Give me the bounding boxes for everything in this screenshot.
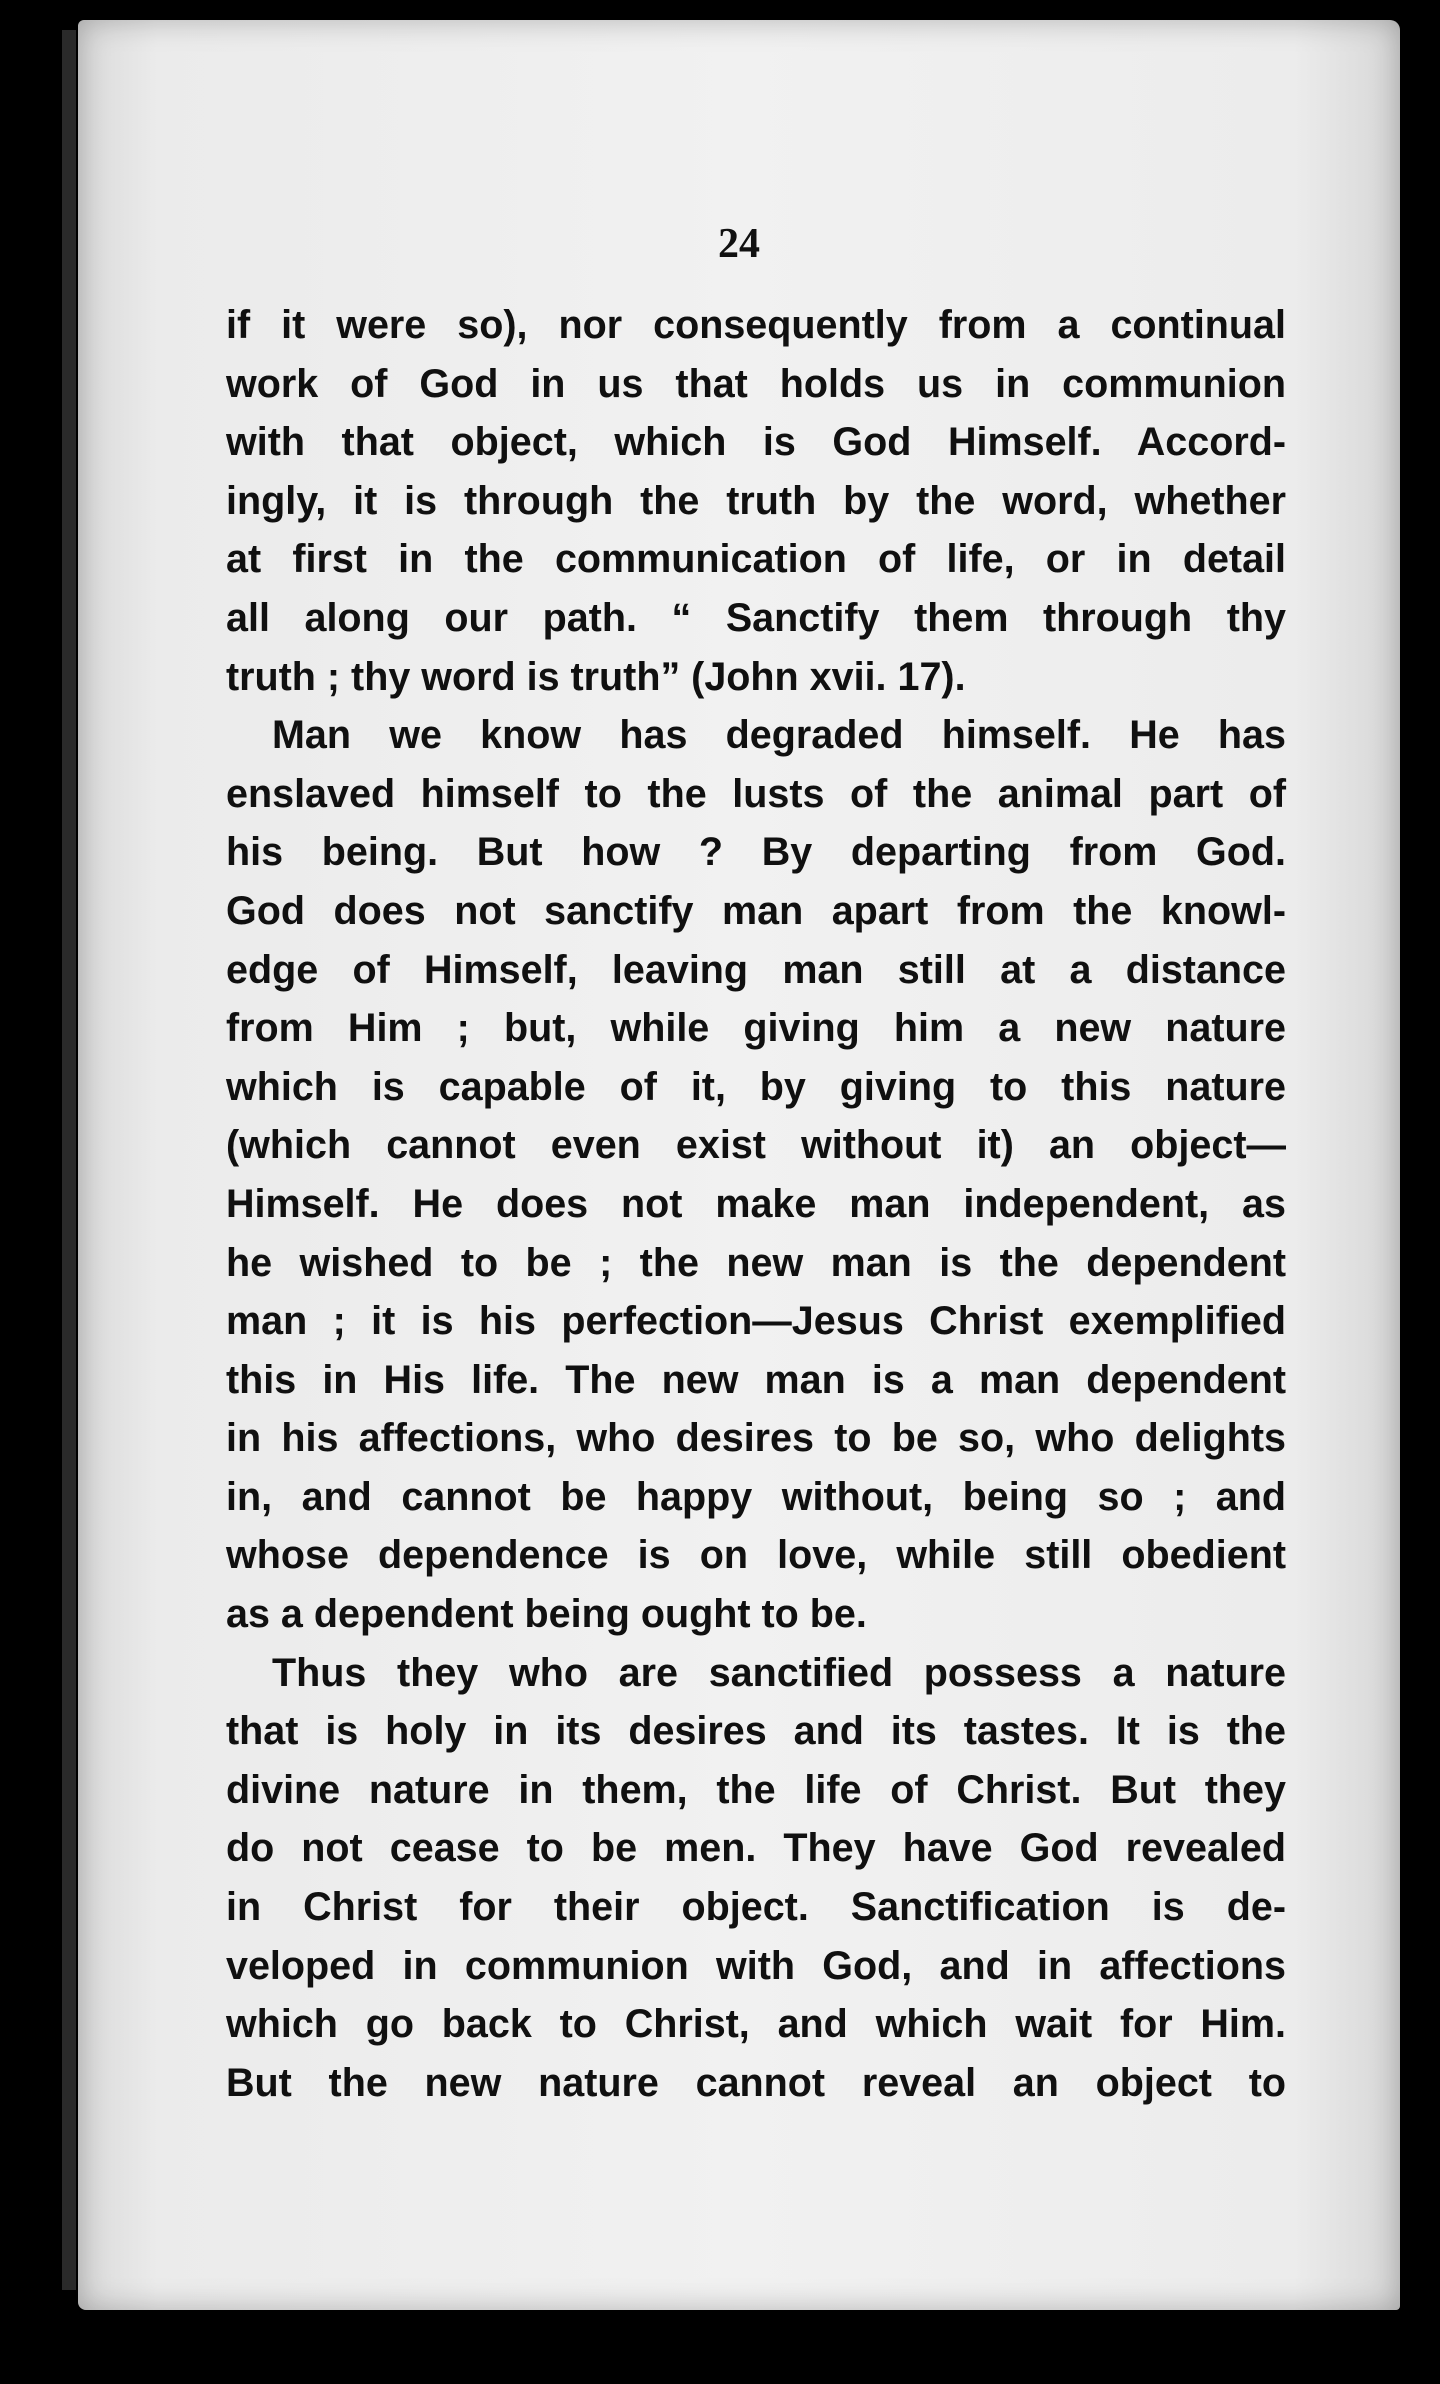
text-line: with that object, which is God Himself. Accord- xyxy=(226,420,1286,465)
text-line: God does not sanctify man apart from the knowl- xyxy=(226,888,1286,933)
text-line: in Christ for their object. Sanctification is de- xyxy=(226,1885,1286,1930)
text-line: all along our path. “ Sanctify them through thy xyxy=(226,595,1286,640)
book-page xyxy=(78,20,1400,2310)
text-line: work of God in us that holds us in communion xyxy=(226,361,1286,406)
text-line: as a dependent being ought to be. xyxy=(226,1592,867,1637)
text-line: from Him ; but, while giving him a new nature xyxy=(226,1006,1286,1051)
text-line: in, and cannot be happy without, being so ; and xyxy=(226,1474,1286,1519)
text-line: ingly, it is through the truth by the word, whether xyxy=(226,478,1286,523)
text-line: at first in the communication of life, or in detail xyxy=(226,537,1286,582)
text-line: this in His life. The new man is a man dependent xyxy=(226,1357,1286,1402)
text-line: do not cease to be men. They have God revealed xyxy=(226,1826,1286,1871)
text-line: his being. But how ? By departing from God. xyxy=(226,830,1286,875)
text-line: if it were so), nor consequently from a continual xyxy=(226,303,1286,347)
text-line: veloped in communion with God, and in affections xyxy=(226,1943,1286,1988)
page-number: 24 xyxy=(718,221,760,267)
text-line: truth ; thy word is truth” (John xvii. 17). xyxy=(226,654,966,699)
text-line: (which cannot even exist without it) an object— xyxy=(226,1123,1286,1168)
text-line: But the new nature cannot reveal an object to xyxy=(226,2060,1286,2105)
text-line: whose dependence is on love, while still obedient xyxy=(226,1533,1286,1578)
text-line: in his affections, who desires to be so, who delights xyxy=(226,1416,1286,1461)
text-line: which is capable of it, by giving to this nature xyxy=(226,1064,1286,1109)
book-binding-edge xyxy=(62,30,76,2290)
text-line: edge of Himself, leaving man still at a distance xyxy=(226,947,1286,992)
text-line: Himself. He does not make man independent, as xyxy=(226,1181,1286,1226)
text-line: enslaved himself to the lusts of the animal part of xyxy=(226,771,1286,816)
text-line: which go back to Christ, and which wait for Him. xyxy=(226,2002,1286,2047)
text-line: Man we know has degraded himself. He has xyxy=(272,713,1286,758)
text-line: that is holy in its desires and its tastes. It is the xyxy=(226,1709,1286,1754)
text-line: man ; it is his perfection—Jesus Christ exemplified xyxy=(226,1299,1286,1344)
text-line: Thus they who are sanctified possess a nature xyxy=(272,1650,1286,1695)
text-line: divine nature in them, the life of Christ. But they xyxy=(226,1767,1286,1812)
text-line: he wished to be ; the new man is the dependent xyxy=(226,1240,1286,1285)
body-text xyxy=(226,296,1286,2112)
